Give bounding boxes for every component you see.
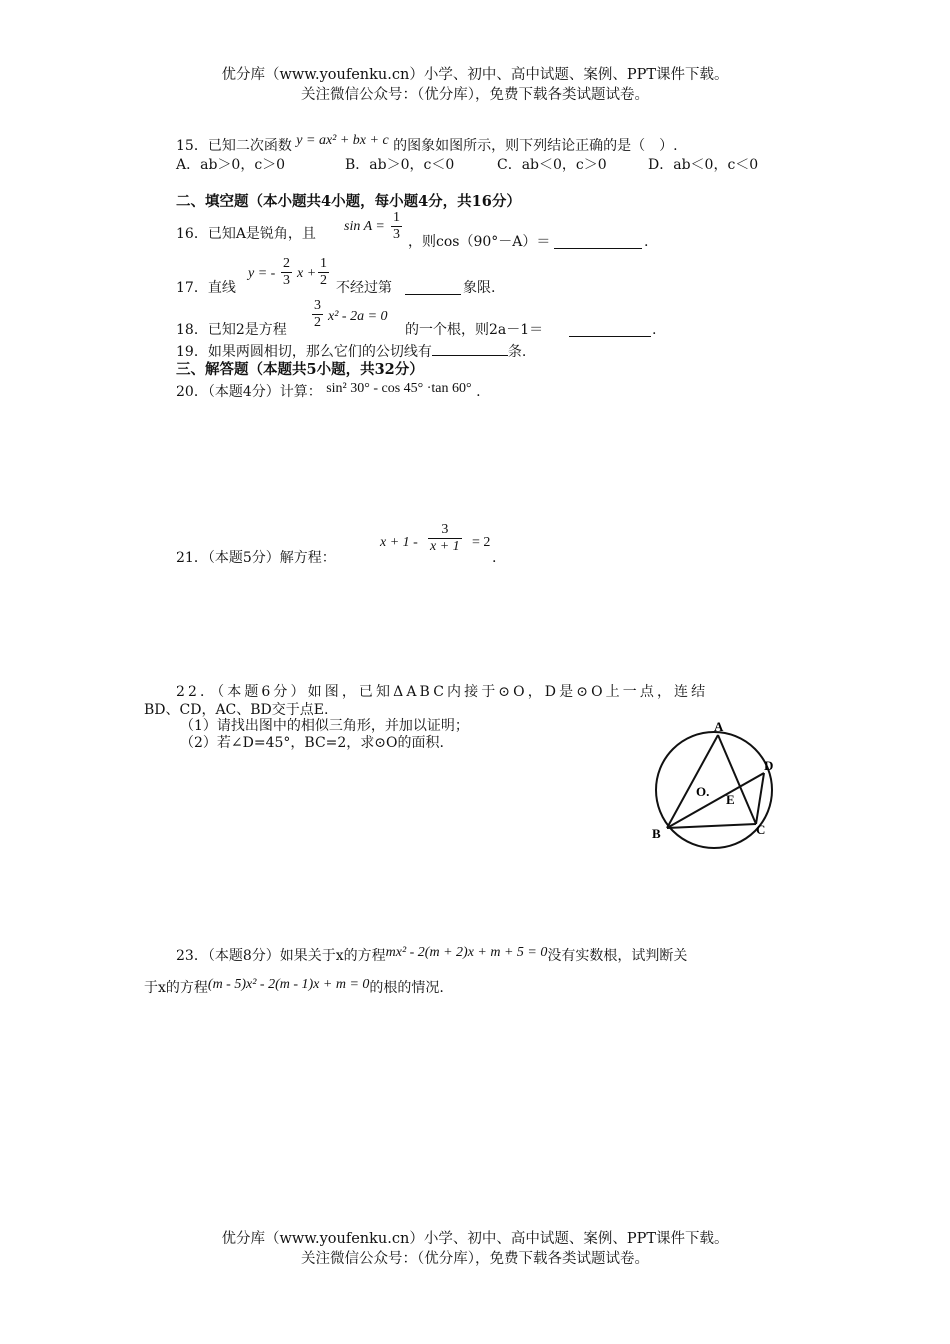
label-c: C <box>756 822 766 837</box>
question-20 <box>176 381 481 401</box>
q15-option-c: C．ab＜0，c＞0 <box>497 157 607 173</box>
question-23-line-2 <box>144 977 444 997</box>
q17-formula-mid: x + <box>297 266 317 281</box>
q18-formula-tail: x² - 2a = 0 <box>328 309 388 324</box>
q23-prefix: 23．（本题8分）如果关于x的方程 <box>176 948 386 964</box>
q23-line2-prefix: 于x的方程 <box>144 980 208 996</box>
label-o: O. <box>696 784 710 799</box>
q23-mid: 没有实数根，试判断关 <box>547 948 688 964</box>
segment-bc <box>667 824 756 828</box>
q22-line-2: BD、CD，AC、BD交于点E. <box>144 702 329 718</box>
q17-num2: 1 <box>320 256 327 271</box>
question-16: 16．已知A是锐角，且 sin A = $\frac{1}{3}$ ，则cos（90°－A）＝ . <box>176 210 649 250</box>
q19-answer-blank[interactable] <box>432 341 508 356</box>
q15-suffix: 的图象如图所示，则下列结论正确的是（ ）. <box>393 138 678 154</box>
q23-formula-2: (m - 5)x² - 2(m - 1)x + m = 0 <box>207 977 370 992</box>
q18-den: 2 <box>314 315 321 330</box>
q16-answer-blank[interactable] <box>554 234 642 249</box>
q21-lhs: x + 1 - <box>380 535 418 550</box>
q15-prefix: 15．已知二次函数 <box>176 138 292 154</box>
q17-num1: 2 <box>283 256 290 271</box>
header-line-1: 优分库（www.youfenku.cn）小学、初中、高中试题、案例、PPT课件下载。 <box>221 67 729 83</box>
q21-prefix: 21．（本题5分）解方程： <box>176 550 336 566</box>
q17-suffix: 不经过第 <box>336 280 392 296</box>
q15-option-b: B．ab＞0，c＜0 <box>345 157 455 173</box>
question-23-line-1 <box>176 945 688 965</box>
q23-formula-1: mx² - 2(m + 2)x + m + 5 = 0 <box>385 945 548 960</box>
q23-line2-suffix: 的根的情况. <box>369 980 444 996</box>
q16-formula-lhs: sin A = <box>344 219 385 234</box>
label-d: D <box>764 758 774 773</box>
q16-fraction <box>391 210 402 243</box>
section-3-title: 三、解答题（本题共5小题，共32分） <box>176 361 424 378</box>
q17-suffix-2: 象限. <box>463 280 496 296</box>
q15-option-d: D．ab＜0，c＜0 <box>648 157 759 173</box>
q22-circle-figure <box>644 718 786 850</box>
q16-den: 3 <box>393 227 400 242</box>
q18-prefix: 18．已知2是方程 <box>176 322 287 338</box>
header-line-2: 关注微信公众号：（优分库），免费下载各类试题试卷。 <box>301 87 649 103</box>
q17-fraction-2 <box>318 256 329 289</box>
q15-formula: y = ax² + bx + c <box>296 133 389 148</box>
q21-den: x + 1 <box>430 539 460 554</box>
q18-suffix: 的一个根，则2a－1＝ <box>405 322 544 338</box>
q17-answer-blank[interactable] <box>405 280 461 295</box>
segment-cd <box>756 773 764 824</box>
q16-prefix: 16．已知A是锐角，且 <box>176 226 316 242</box>
q20-formula: sin² 30° - cos 45° ·tan 60° <box>326 381 472 396</box>
q17-den1: 3 <box>283 273 290 288</box>
q21-rhs: = 2 <box>472 535 491 550</box>
q17-den2: 2 <box>320 273 327 288</box>
q19-suffix: 条. <box>507 344 527 360</box>
section-2-title: 二、填空题（本小题共4小题，每小题4分，共16分） <box>176 193 521 210</box>
label-b: B <box>652 826 661 841</box>
q18-num: 3 <box>314 298 321 313</box>
q21-num: 3 <box>428 522 462 539</box>
q20-prefix: 20．（本题4分）计算： <box>176 384 322 400</box>
q16-suffix: ，则cos（90°－A）＝ <box>408 234 551 250</box>
q16-num: 1 <box>393 210 400 225</box>
q18-end: . <box>652 322 657 338</box>
q21-fraction <box>428 522 462 555</box>
footer-line-2: 关注微信公众号：（优分库），免费下载各类试题试卷。 <box>301 1251 649 1267</box>
q17-formula-y: y = - <box>248 266 276 281</box>
q22-line-1: 22．（本题6分）如图，已知ΔABC内接于⊙O，D是⊙O上一点，连结 <box>176 684 709 700</box>
footer-line-1: 优分库（www.youfenku.cn）小学、初中、高中试题、案例、PPT课件下载。 <box>221 1231 729 1247</box>
label-a: A <box>714 719 724 734</box>
question-15 <box>176 133 678 155</box>
q22-sub-2: （2）若∠D=45°，BC=2，求⊙O的面积. <box>180 735 444 751</box>
q15-option-a: A．ab＞0，c＞0 <box>176 157 286 173</box>
q18-fraction <box>312 298 323 331</box>
q19-prefix: 19．如果两圆相切，那么它们的公切线有 <box>176 344 432 360</box>
circle-o <box>656 732 772 848</box>
q20-end: . <box>476 384 481 400</box>
q21-end: . <box>492 550 497 566</box>
segment-ac <box>718 735 756 824</box>
q18-answer-blank[interactable] <box>569 322 651 337</box>
label-e: E <box>726 792 735 807</box>
q22-sub-1: （1）请找出图中的相似三角形，并加以证明； <box>180 718 469 734</box>
q17-prefix: 17．直线 <box>176 280 236 296</box>
q17-fraction-1 <box>281 256 292 289</box>
